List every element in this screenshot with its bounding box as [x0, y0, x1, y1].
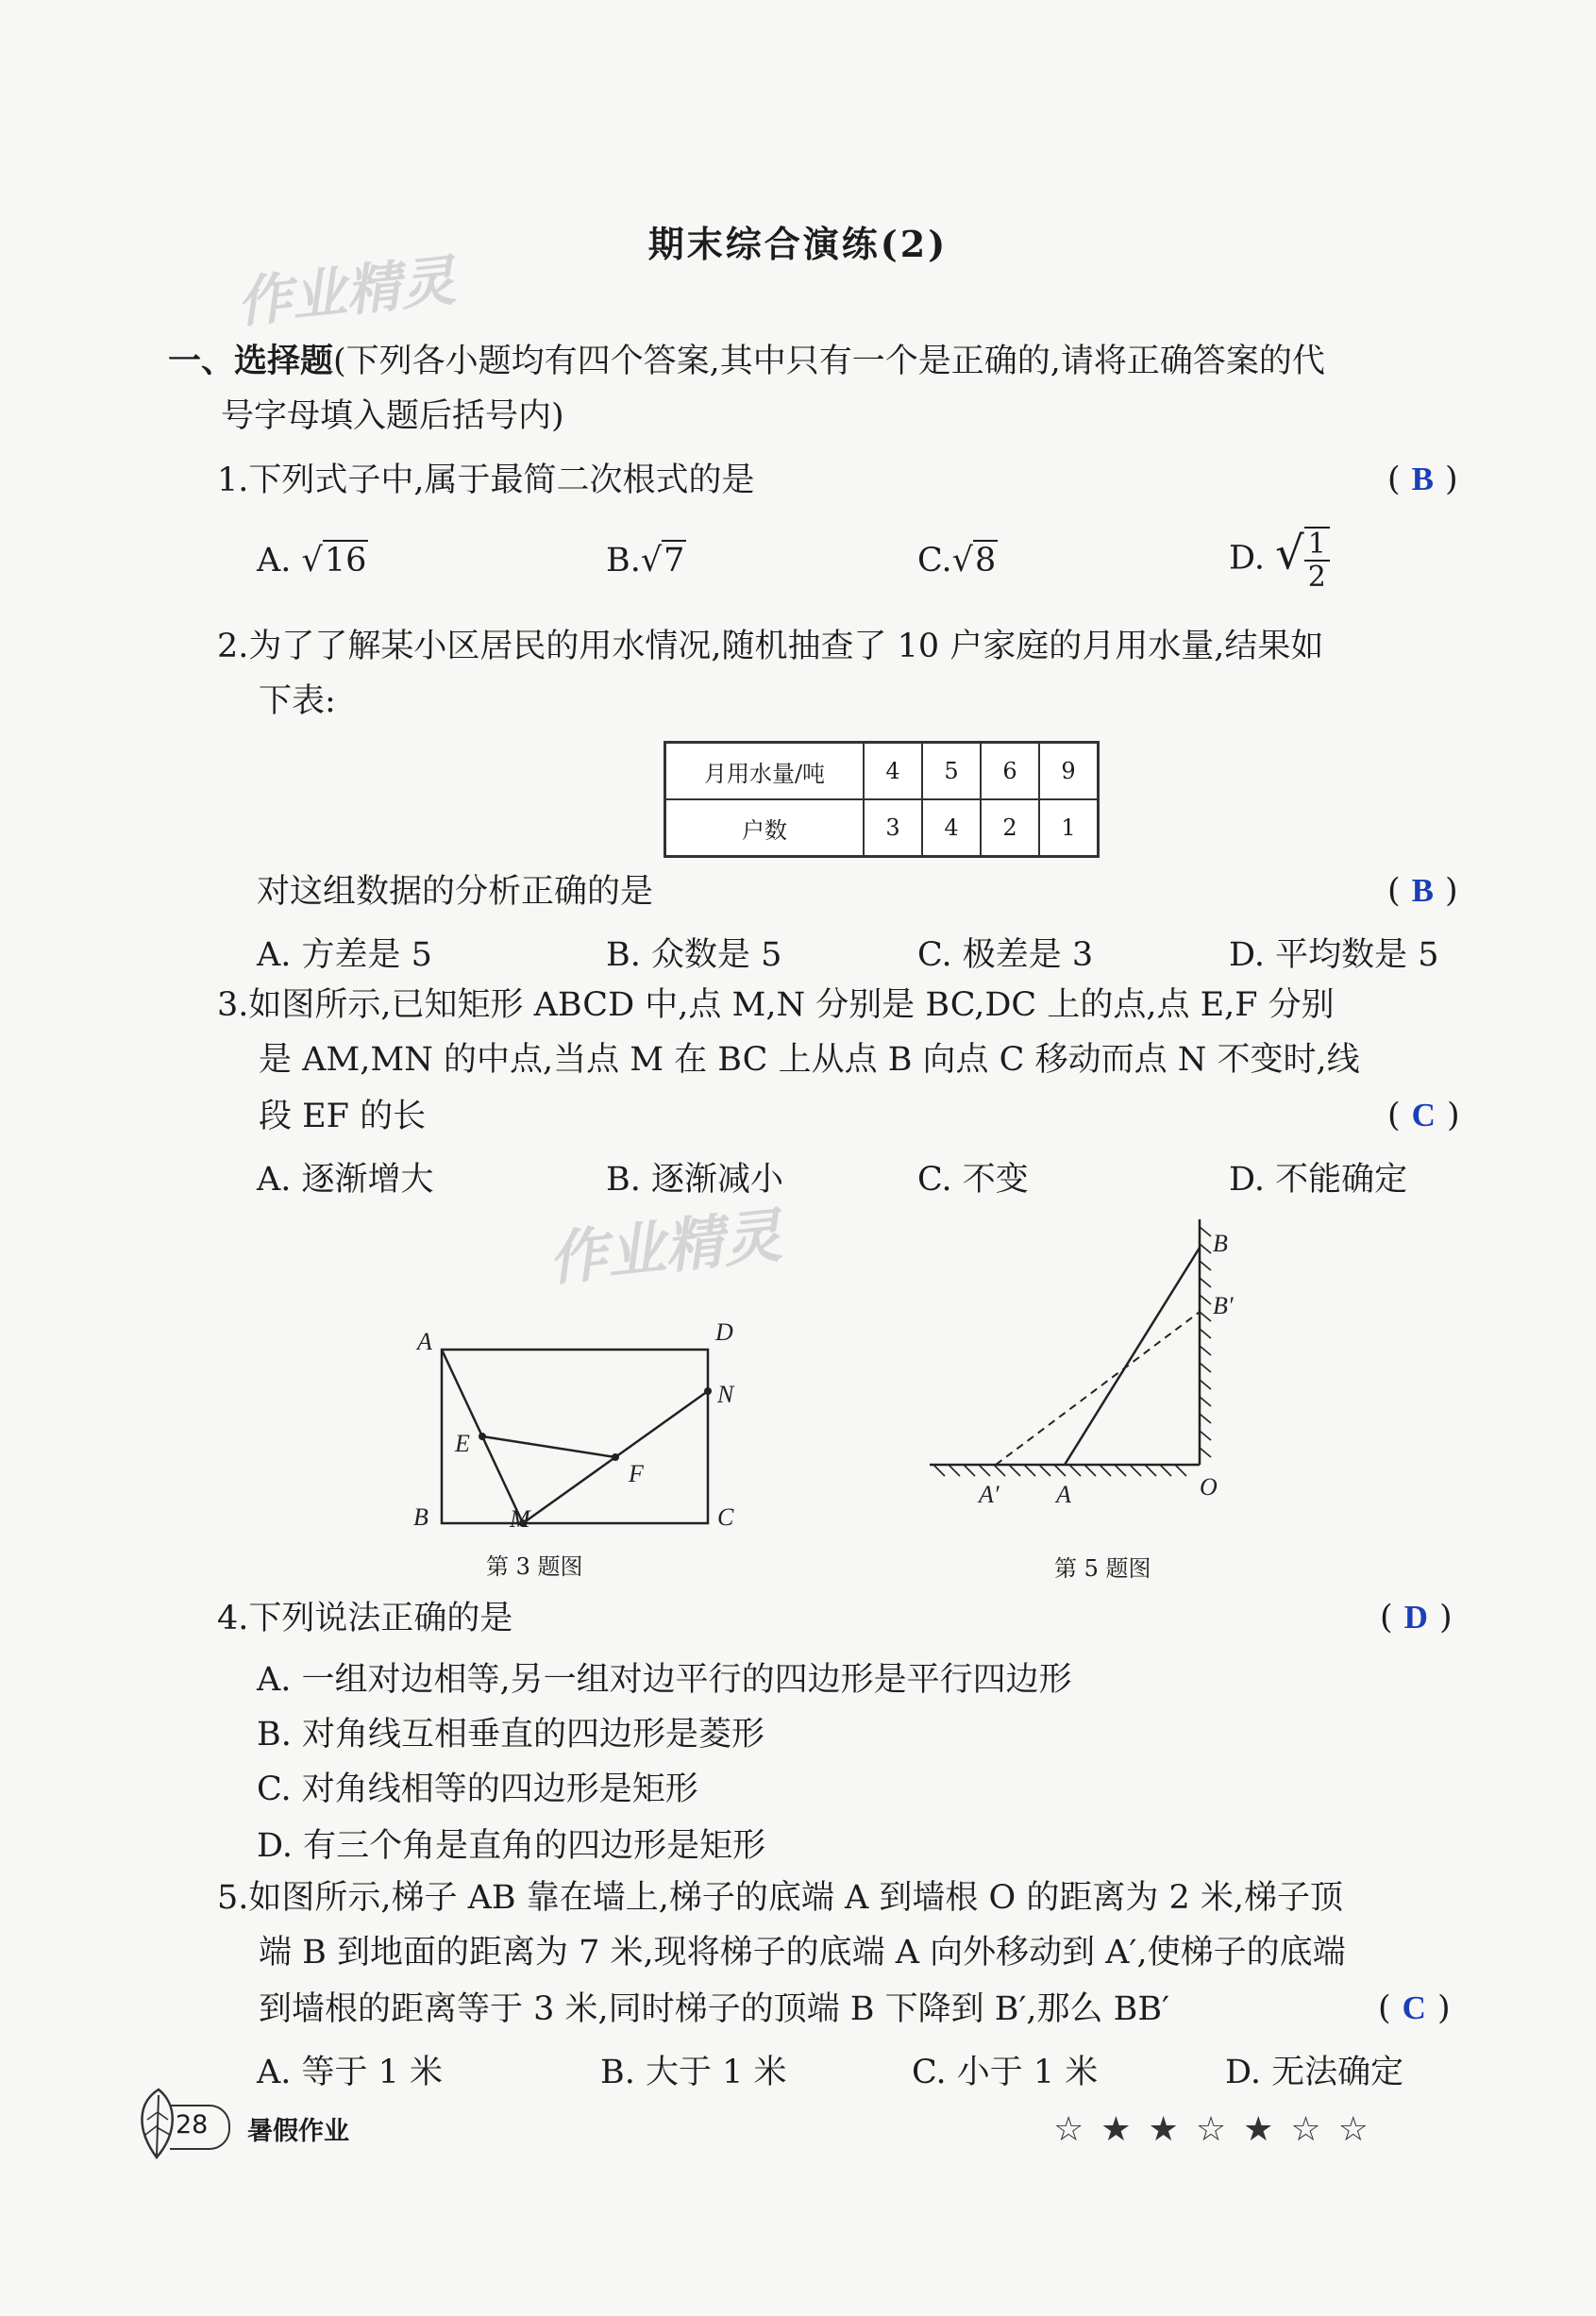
q2-option-a: A. 方差是 5 [257, 936, 432, 974]
q4-stem: 4.下列说法正确的是 [217, 1600, 513, 1637]
q3-option-c: C. 不变 [917, 1161, 1029, 1199]
q4-option-c: C. 对角线相等的四边形是矩形 [257, 1771, 698, 1808]
q3-option-b: B. 逐渐减小 [606, 1161, 783, 1199]
water-usage-table [664, 741, 1100, 858]
segment-ef [482, 1436, 615, 1457]
point-n [704, 1387, 712, 1395]
label-a: A [417, 1328, 432, 1355]
q5-option-b: B. 大于 1 米 [600, 2054, 787, 2091]
label-b: B [413, 1503, 428, 1529]
q5-answer: ( C ) [1378, 1989, 1451, 2027]
section-instruction [168, 342, 1325, 381]
q1-option-d: D. √ $\frac{1}{2}$ [1229, 527, 1330, 593]
label-a: A [1056, 1481, 1071, 1508]
table-cell: 5 [922, 743, 981, 800]
q4-option-b: B. 对角线互相垂直的四边形是菱形 [257, 1716, 764, 1754]
q5-option-a: A. 等于 1 米 [257, 2054, 444, 2091]
q5-line2: 端 B 到地面的距离为 7 米,现将梯子的底端 A 向外移动到 A′,使梯子的底端 [259, 1934, 1346, 1972]
instruction-line1: (下列各小题均有四个答案,其中只有一个是正确的,请将正确答案的代 [333, 343, 1325, 380]
watermark-top: 作业精灵 [233, 248, 459, 335]
wall-hatching [1200, 1227, 1211, 1457]
table-cell: 4 [864, 743, 922, 800]
q3-line3: 段 EF 的长 [259, 1098, 427, 1135]
section-heading: 一、选择题 [168, 342, 334, 380]
q1-stem: 1.下列式子中,属于最简二次根式的是 [217, 462, 755, 499]
page-title: 期末综合演练(2) [647, 223, 949, 265]
label-a-prime: A′ [979, 1481, 1000, 1508]
table-cell: 4 [922, 799, 981, 857]
label-d: D [715, 1318, 733, 1346]
q4-option-a: A. 一组对边相等,另一组对边平行的四边形是平行四边形 [257, 1661, 1072, 1699]
q2-option-c: C. 极差是 3 [917, 936, 1094, 974]
label-b-prime: B′ [1213, 1292, 1234, 1319]
label-e: E [455, 1430, 470, 1457]
table-row [665, 799, 1099, 857]
table-cell: 3 [864, 799, 922, 857]
q3-line2: 是 AM,MN 的中点,当点 M 在 BC 上从点 B 向点 C 移动而点 N 不变时,线 [259, 1041, 1360, 1079]
q3-line1: 3.如图所示,已知矩形 ABCD 中,点 M,N 分别是 BC,DC 上的点,点 E,F 分别 [217, 986, 1335, 1024]
point-f [612, 1453, 619, 1461]
q2-option-b: B. 众数是 5 [606, 936, 782, 974]
point-e [479, 1433, 486, 1440]
q5-line3: 到墙根的距离等于 3 米,同时梯子的顶端 B 下降到 B′,那么 BB′ [259, 1990, 1170, 2028]
label-m: M [510, 1505, 530, 1529]
q3-answer: ( C ) [1387, 1097, 1460, 1134]
label-o: O [1200, 1473, 1218, 1501]
q5-line1: 5.如图所示,梯子 AB 靠在墙上,梯子的底端 A 到墙根 O 的距离为 2 米,梯子顶 [217, 1879, 1344, 1917]
q1-answer: ( B ) [1387, 461, 1458, 498]
label-f: F [629, 1460, 644, 1487]
q4-answer: ( D ) [1380, 1599, 1453, 1636]
q5-figure-caption: 第 5 题图 [1054, 1555, 1151, 1582]
ground-hatching [933, 1465, 1186, 1476]
label-n: N [717, 1381, 734, 1408]
q3-figure-caption: 第 3 题图 [486, 1553, 583, 1580]
q5-option-d: D. 无法确定 [1225, 2054, 1404, 2091]
q2-option-d: D. 平均数是 5 [1229, 936, 1439, 974]
table-row [665, 743, 1099, 800]
watermark-middle: 作业精灵 [545, 1200, 785, 1294]
q5-figure [920, 1208, 1241, 1510]
table-cell: 9 [1039, 743, 1099, 800]
q4-option-d: D. 有三个角是直角的四边形是矩形 [257, 1827, 766, 1865]
page-number: 28 [176, 2110, 209, 2140]
q3-option-d: D. 不能确定 [1229, 1161, 1408, 1199]
q1-option-a: A. √16 [257, 542, 367, 579]
table-header: 月用水量/吨 [665, 743, 865, 800]
q2-prompt: 对这组数据的分析正确的是 [257, 873, 654, 911]
label-b: B [1213, 1230, 1228, 1257]
table-cell: 2 [981, 799, 1039, 857]
ladder-a-prime-b-prime [996, 1312, 1200, 1465]
q5-option-c: C. 小于 1 米 [912, 2054, 1099, 2091]
footer-label: 暑假作业 [247, 2117, 349, 2146]
q2-answer: ( B ) [1387, 872, 1458, 910]
table-cell: 6 [981, 743, 1039, 800]
q1-option-b: B.√7 [606, 542, 685, 579]
rating-stars: ☆★★☆★☆☆ [1053, 2110, 1386, 2149]
ladder-ab [1065, 1248, 1200, 1465]
q1-option-c: C.√8 [917, 542, 997, 579]
q2-stem-line2: 下表: [259, 682, 336, 720]
q3-option-a: A. 逐渐增大 [257, 1161, 434, 1199]
q3-figure [396, 1312, 774, 1529]
table-header: 户数 [665, 799, 865, 857]
table-cell: 1 [1039, 799, 1099, 857]
instruction-line2: 号字母填入题后括号内) [221, 397, 564, 435]
label-c: C [717, 1503, 734, 1529]
q2-stem-line1: 2.为了了解某小区居民的用水情况,随机抽查了 10 户家庭的月用水量,结果如 [217, 628, 1324, 665]
